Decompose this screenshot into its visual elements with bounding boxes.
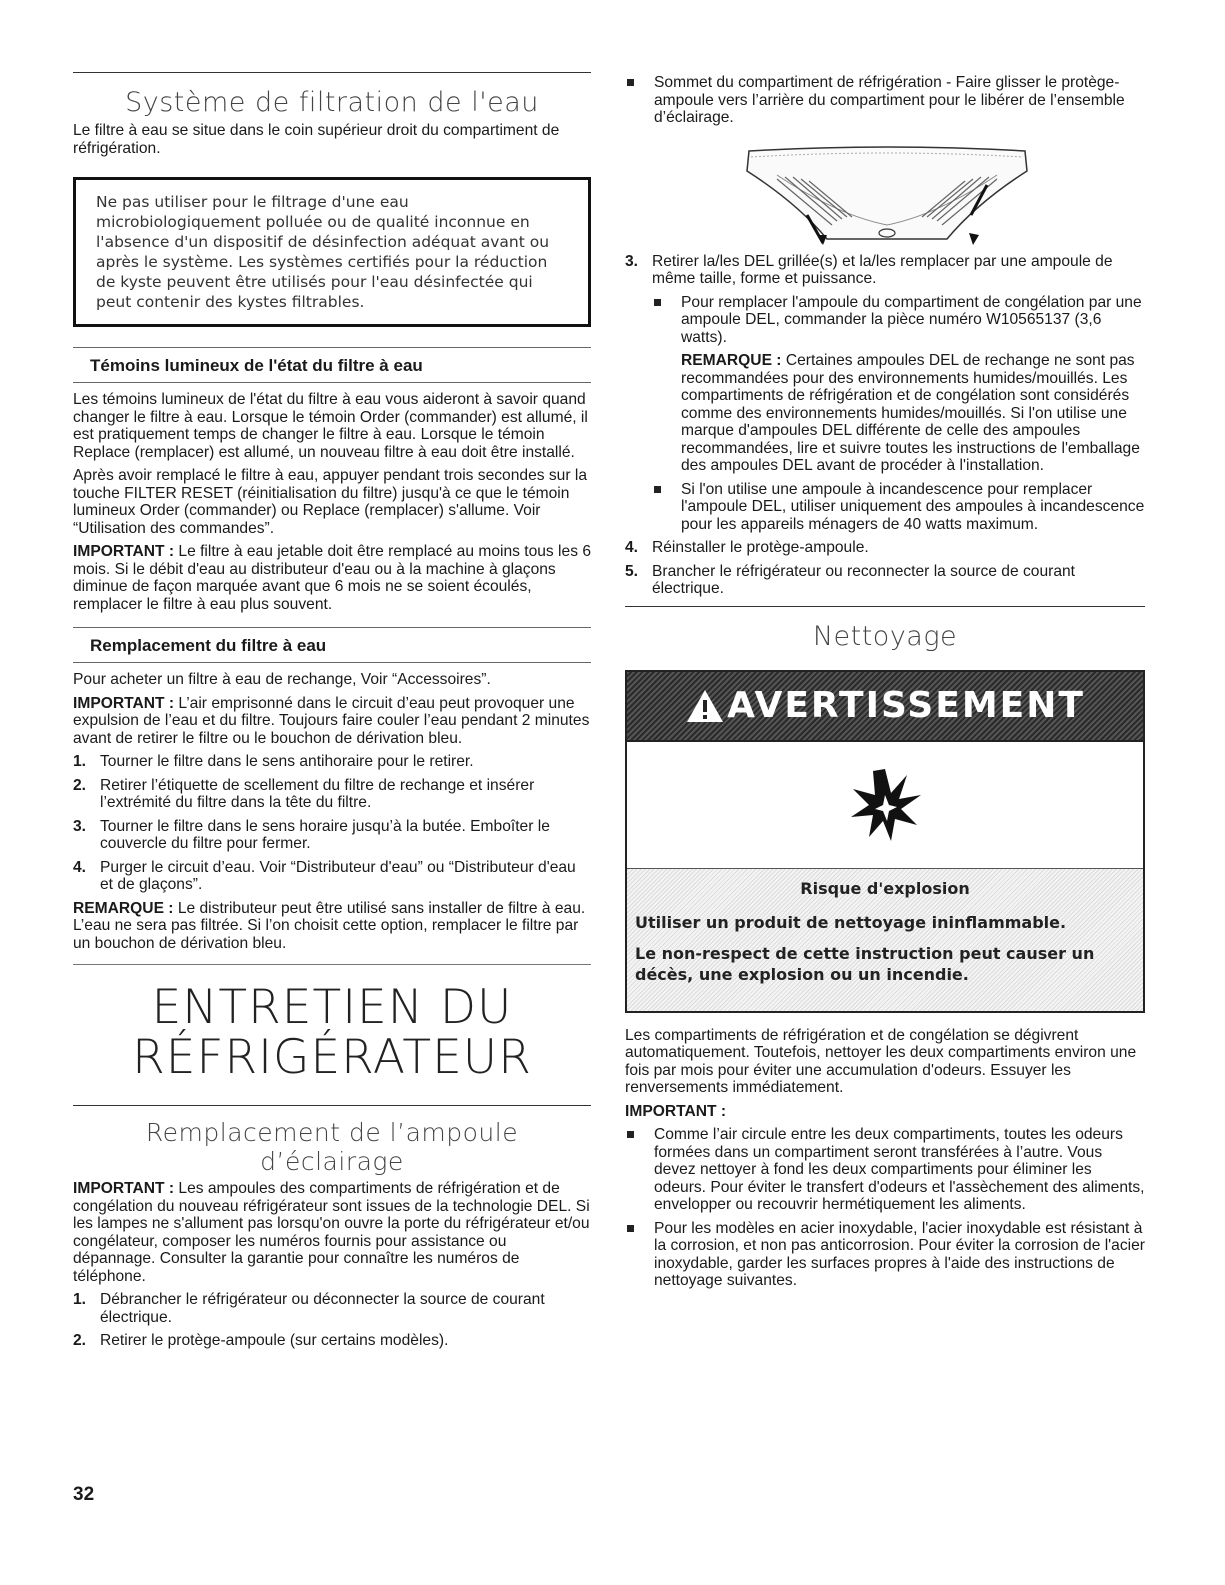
nettoyage-p1: Les compartiments de réfrigération et de congélation se dégivrent automatiquement. Toutefois, nettoyer les deux compartiments environ une fois par mois pour éviter une accumulation d'odeurs. Essuyer les renversements immédiatement.: [625, 1026, 1137, 1096]
nettoyage-important-label: IMPORTANT :: [625, 1102, 727, 1120]
warning-line-2: Le non-respect de cette instruction peut causer un décès, une explosion ou un incendie.: [635, 943, 1095, 984]
warning-icon-area: [627, 742, 1143, 869]
bullet-text: Pour remplacer l'ampoule du compartiment de congélation par une ampoule DEL, commander la pièce numéro W10565137 (3,6 watts).: [681, 293, 1142, 346]
chapter-title-line-1: ENTRETIEN DU: [151, 980, 513, 1035]
step-number: 2.: [73, 776, 87, 794]
filtration-caution-box: Ne pas utiliser pour le filtrage d'une eau microbiologiquement polluée ou de qualité inconnue en l'absence d'un dispositif de désinfection adéquat avant ou après le système. Les systèmes certifiés pour la réduction de kyste peuvent être utilisés pour l'eau désinfectée qui peut contenir des kystes filtrables.: [73, 177, 591, 327]
remplacement-heading: Remplacement du filtre à eau: [73, 627, 591, 663]
section-rule: [73, 1105, 591, 1106]
remplacement-p2: [73, 695, 591, 748]
step-text: Tourner le filtre dans le sens horaire jusqu’à la butée. Emboîter le couvercle du filtre pour fermer.: [100, 817, 550, 852]
bullet-text: Comme l’air circule entre les deux compartiments, toutes les odeurs formées dans un compartiment seront transférées à l’autre. Vous devez nettoyer à fond les deux compartiments pour éliminer les odeurs. Pour éviter le transfert d'odeurs et l'assèchement des aliments, envelopper ou recouvrir hermétiquement les aliments.: [654, 1126, 1145, 1213]
list-item: [73, 753, 591, 771]
step-number: 4.: [73, 858, 87, 876]
list-item: [652, 481, 1145, 534]
remarque-label: REMARQUE :: [681, 352, 782, 369]
step-text: Purger le circuit d’eau. Voir “Distributeur d'eau” ou “Distributeur d'eau et de glaçons”.: [100, 858, 576, 893]
list-item: [625, 1220, 1145, 1290]
remplacement-p1: Pour acheter un filtre à eau de rechange, Voir “Accessoires”.: [73, 671, 491, 688]
important-label: IMPORTANT :: [73, 1180, 175, 1197]
list-item: [625, 253, 1145, 534]
important-label: IMPORTANT :: [73, 694, 175, 712]
right-column: [625, 72, 1145, 1296]
step-text: Brancher le réfrigérateur ou reconnecter la source de courant électrique.: [652, 562, 1075, 597]
nettoyage-title: Nettoyage: [812, 620, 958, 652]
ampoule-p1-text: Les ampoules des compartiments de réfrigération et de congélation du nouveau réfrigérateur sont issues de la technologie DEL. Si les lampes ne s'allument pas lorsqu'on ouvre la porte du réfrigérateur et/ou congélateur, composer les numéros fournis pour assistance ou dépannage. Consulter la garantie pour connaître les numéros de téléphone.: [73, 1180, 590, 1285]
warning-title: AVERTISSEMENT: [727, 685, 1085, 726]
temoins-heading: Témoins lumineux de l'état du filtre à eau: [73, 347, 591, 383]
ampoule-steps: [73, 1291, 591, 1350]
nettoyage-bullets: [625, 1126, 1145, 1290]
list-item: [625, 563, 1145, 598]
chapter-title-line-2: RÉFRIGÉRATEUR: [132, 1030, 532, 1085]
lamp-cover-illustration: [737, 145, 1037, 245]
square-bullet-icon: [627, 1131, 634, 1138]
remplacement-p2-text: L’air emprisonné dans le circuit d’eau peut provoquer une expulsion de l’eau et du filtre. Toujours faire couler l’eau pendant 2 minutes avant de retirer le filtre ou le bouchon de dérivation bleu.: [73, 694, 590, 747]
remarque-label: REMARQUE :: [73, 899, 174, 917]
remarque-text: Certaines ampoules DEL de rechange ne sont pas recommandées pour des environnements humides/mouillés. Les compartiments de réfrigération et de congélation sont considérés comme des environnements humides/mouillés. Si l'on utilise une marque d'ampoules DEL différente de celle des ampoules recommandées, lire et suivre toutes les instructions de l'emballage des ampoules DEL avant de procéder à l'installation.: [681, 352, 1140, 474]
step-text: Débrancher le réfrigérateur ou déconnecter la source de courant électrique.: [100, 1291, 545, 1326]
ampoule-p1: [73, 1180, 591, 1285]
step-text: Retirer le protège-ampoule (sur certains modèles).: [100, 1332, 449, 1349]
list-item: [625, 74, 1145, 127]
list-item: [625, 1126, 1145, 1214]
temoins-p3-text: Le filtre à eau jetable doit être remplacé au moins tous les 6 mois. Si le débit d'eau au distributeur d'eau ou à la machine à glaçons diminue de façon marquée avant que 6 mois ne se soient écoulés, remplacer le filtre à eau plus souvent.: [73, 543, 591, 613]
step-text: Retirer la/les DEL grillée(s) et la/les remplacer par une ampoule de même taille, forme et puissance.: [652, 252, 1113, 287]
step-text: Retirer l’étiquette de scellement du filtre de rechange et insérer l’extrémité du filtre dans la tête du filtre.: [100, 776, 535, 811]
temoins-p3: [73, 543, 591, 613]
remplacement-steps: [73, 753, 591, 894]
section-rule: [73, 72, 591, 73]
list-item: [73, 1332, 591, 1350]
explosion-icon: [845, 765, 925, 845]
list-item: [625, 539, 1145, 557]
warning-triangle-icon: [685, 688, 725, 724]
list-item: [73, 818, 591, 853]
warning-body: [627, 869, 1143, 1011]
step-number: 3.: [625, 252, 639, 270]
temoins-p2: Après avoir remplacé le filtre à eau, appuyer pendant trois secondes sur la touche FILTER RESET (réinitialisation du filtre) jusqu'à ce que le témoin lumineux Order (commander) ou Replace (remplacer) s'allume. Voir “Utilisation des commandes”.: [73, 467, 588, 537]
step-number: 2.: [73, 1332, 87, 1349]
bullet-text: Pour les modèles en acier inoxydable, l'acier inoxydable est résistant à la corrosion, et non pas anticorrosion. Pour éviter la corrosion de l'acier inoxydable, garder les surfaces propres à l'aide des instructions de nettoyage suivantes.: [654, 1219, 1145, 1289]
filtration-title: Système de filtration de l'eau: [125, 87, 539, 118]
lamp-bullets: [625, 74, 1145, 127]
chapter-title: [73, 980, 591, 1085]
bullet-text: Si l'on utilise une ampoule à incandescence pour remplacer l'ampoule DEL, utiliser uniquement des ampoules à incandescence pour les appareils ménagers de 40 watts maximum.: [681, 480, 1145, 533]
warning-line-1: Utiliser un produit de nettoyage ininflammable.: [635, 912, 1067, 932]
filtration-intro: Le filtre à eau se situe dans le coin supérieur droit du compartiment de réfrigération.: [73, 122, 560, 157]
bullet-text: Sommet du compartiment de réfrigération - Faire glisser le protège-ampoule vers l’arrière du compartiment pour le libérer de l’ensemble d’éclairage.: [654, 74, 1125, 126]
step-text: Tourner le filtre dans le sens antihoraire pour le retirer.: [100, 753, 474, 770]
square-bullet-icon: [654, 299, 661, 306]
remplacement-note-text: Le distributeur peut être utilisé sans installer de filtre à eau. L’eau ne sera pas filtrée. Si l’on choisit cette option, remplacer le filtre par un bouchon de dérivation bleu.: [73, 899, 586, 952]
lamp-cover-icon: [737, 145, 1037, 245]
step-number: 3.: [73, 817, 87, 835]
list-item: [73, 777, 591, 812]
lamp-steps: [625, 253, 1145, 598]
warning-box: [625, 670, 1145, 1013]
step3-bullets: [652, 294, 1145, 534]
square-bullet-icon: [627, 1225, 634, 1232]
step-text: Réinstaller le protège-ampoule.: [652, 539, 869, 556]
list-item: [652, 352, 1145, 475]
ampoule-title: Remplacement de l’ampoule d’éclairage: [145, 1118, 519, 1176]
square-bullet-icon: [654, 486, 661, 493]
section-rule: [625, 606, 1145, 607]
square-bullet-icon: [627, 79, 634, 86]
step-number: 1.: [73, 1291, 87, 1308]
list-item: [73, 859, 591, 894]
warning-risk: Risque d'explosion: [800, 878, 970, 898]
temoins-p1: Les témoins lumineux de l'état du filtre à eau vous aideront à savoir quand changer le filtre à eau. Lorsque le témoin Order (commander) est allumé, il est pratiquement temps de changer le filtre à eau. Lorsque le témoin Replace (remplacer) est allumé, un nouveau filtre à eau doit être installé.: [73, 391, 588, 461]
remplacement-note: [73, 900, 591, 953]
important-label: IMPORTANT :: [73, 543, 175, 560]
list-item: [652, 294, 1145, 347]
warning-header: [627, 672, 1143, 742]
list-item: [73, 1291, 591, 1326]
section-rule: [73, 964, 591, 965]
step-number: 4.: [625, 539, 639, 556]
step-number: 1.: [73, 753, 87, 770]
page-number: 32: [73, 1484, 95, 1505]
step-number: 5.: [625, 562, 639, 580]
left-column: [73, 72, 591, 1356]
